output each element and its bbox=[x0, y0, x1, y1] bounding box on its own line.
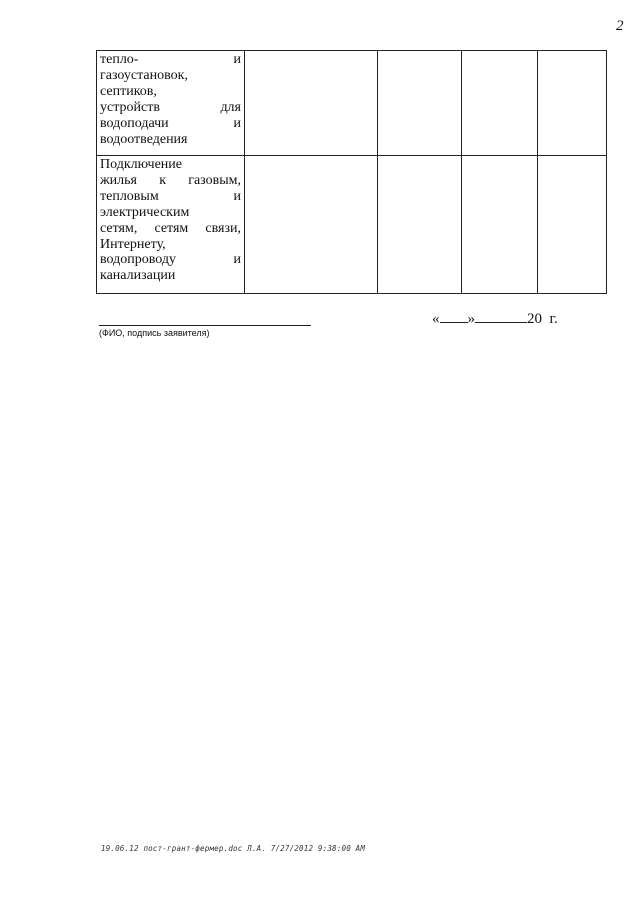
label-line: тепло- и bbox=[100, 52, 241, 67]
label-line: Интернету, bbox=[100, 236, 166, 252]
date-line bbox=[432, 310, 558, 328]
footer-text: 19.06.12 пост-грант-фермер.doc Л.А. 7/27/2012 9:38:00 AM bbox=[101, 844, 366, 853]
row-label-cell bbox=[97, 51, 245, 156]
label-line: жилья к газовым, bbox=[100, 172, 241, 188]
signature-line bbox=[99, 325, 311, 326]
page-number: 2 bbox=[616, 18, 624, 34]
empty-cell bbox=[538, 51, 607, 156]
row-label-cell bbox=[97, 156, 245, 294]
signature-caption: (ФИО, подпись заявителя) bbox=[99, 328, 210, 338]
form-table bbox=[96, 50, 607, 294]
date-close-quote: » bbox=[467, 311, 475, 327]
label-line: сетям, сетям связи, bbox=[100, 220, 241, 236]
empty-cell bbox=[462, 156, 538, 294]
month-blank bbox=[475, 310, 527, 323]
label-line: канализации bbox=[100, 268, 176, 284]
label-line: водопроводу и bbox=[100, 252, 241, 268]
label-line: водоотведения bbox=[100, 131, 188, 147]
empty-cell bbox=[378, 51, 462, 156]
label-line: электрическим bbox=[100, 204, 190, 220]
label-line: септиков, bbox=[100, 83, 157, 99]
label-line: водоподачи и bbox=[100, 115, 241, 131]
label-line: тепловым и bbox=[100, 188, 241, 204]
empty-cell bbox=[245, 156, 378, 294]
empty-cell bbox=[538, 156, 607, 294]
table-row bbox=[97, 51, 607, 156]
year-prefix: 20 bbox=[527, 311, 542, 327]
empty-cell bbox=[378, 156, 462, 294]
date-open-quote: « bbox=[432, 311, 440, 327]
table-row bbox=[97, 156, 607, 294]
empty-cell bbox=[462, 51, 538, 156]
label-line: устройств для bbox=[100, 99, 241, 115]
label-line: газоустановок, bbox=[100, 67, 188, 83]
label-line: Подключение bbox=[100, 157, 182, 172]
empty-cell bbox=[245, 51, 378, 156]
day-blank bbox=[440, 310, 468, 323]
year-suffix: г. bbox=[549, 311, 558, 327]
